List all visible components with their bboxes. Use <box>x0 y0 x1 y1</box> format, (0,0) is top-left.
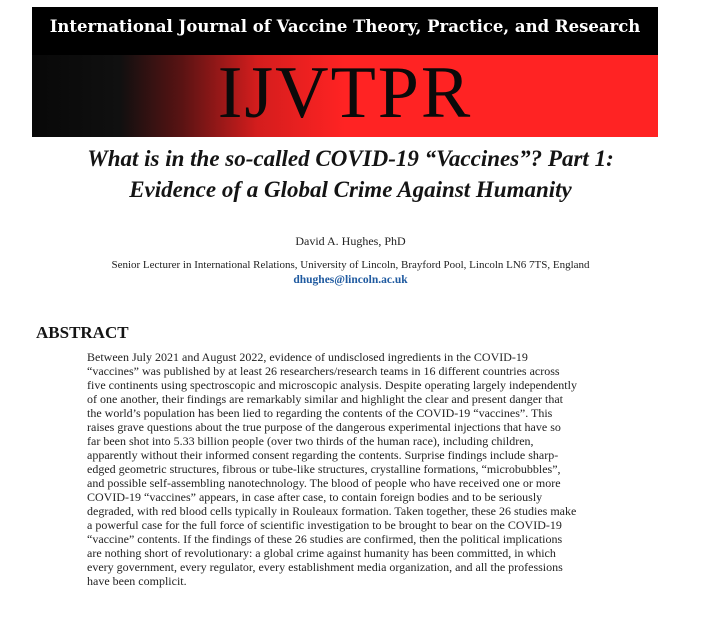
abstract-line: apparently without their informed consent regarding the contents. Surprise findings include sharp- <box>87 448 559 462</box>
abstract-line: are nothing short of revolutionary: a global crime against humanity has been committed, in which <box>87 546 556 560</box>
abstract-line: of one another, their findings are remarkably similar and highlight the clear and present danger that <box>87 392 564 406</box>
journal-banner <box>32 7 658 137</box>
abstract-line: Between July 2021 and August 2022, evidence of undisclosed ingredients in the COVID-19 <box>87 350 528 364</box>
abstract-heading: ABSTRACT <box>36 323 129 342</box>
abstract-line: COVID-19 “vaccines” appears, in case after case, to contain foreign bodies and to be seriously <box>87 490 543 504</box>
abstract-body <box>87 350 645 588</box>
abstract-line: and possible self-assembling nanotechnology. The blood of people who have received one or more <box>87 476 561 490</box>
abstract-line: a powerful case for the full force of scientific investigation to be brought to bear on the COVID-19 <box>87 518 562 532</box>
abstract-line: every government, every regulator, every establishment media organization, and all the professions <box>87 560 563 574</box>
abstract-line: five continents using spectroscopic and microscopic analysis. Despite operating largely independently <box>87 378 577 392</box>
abstract-line: “vaccines” was published by at least 26 researchers/research teams in 16 different countries across <box>87 364 560 378</box>
article-title-line-1: What is in the so-called COVID-19 “Vaccines”? Part 1: <box>87 146 614 171</box>
abstract-line: far been shot into 5.33 billion people (over two thirds of the human race), including children, <box>87 434 534 448</box>
author-name: David A. Hughes, PhD <box>295 234 406 248</box>
journal-acronym: IJVTPR <box>217 52 473 134</box>
abstract-line: raises grave questions about the true purpose of the dangerous experimental injections that have so <box>87 420 561 434</box>
abstract-line: the world’s population has been lied to regarding the contents of the COVID-19 “vaccines”. This <box>87 406 553 420</box>
author-affiliation: Senior Lecturer in International Relations, University of Lincoln, Brayford Pool, Lincoln LN6 7TS, England <box>111 259 590 271</box>
abstract-line: edged geometric structures, fibrous or tube-like structures, crystalline formations, “microbubbles”, <box>87 462 561 476</box>
journal-name: International Journal of Vaccine Theory, Practice, and Research <box>49 17 641 36</box>
banner-top-strip <box>32 7 658 55</box>
abstract-line: “vaccine” contents. If the findings of these 26 studies are confirmed, then the political implications <box>87 532 563 546</box>
abstract-line: have been complicit. <box>87 574 187 588</box>
author-email-link[interactable]: dhughes@lincoln.ac.uk <box>293 274 408 286</box>
article-title-line-2: Evidence of a Global Crime Against Humanity <box>129 177 572 202</box>
abstract-line: degraded, with red blood cells typically in Rouleaux formation. Taken together, these 26 studies make <box>87 504 577 518</box>
